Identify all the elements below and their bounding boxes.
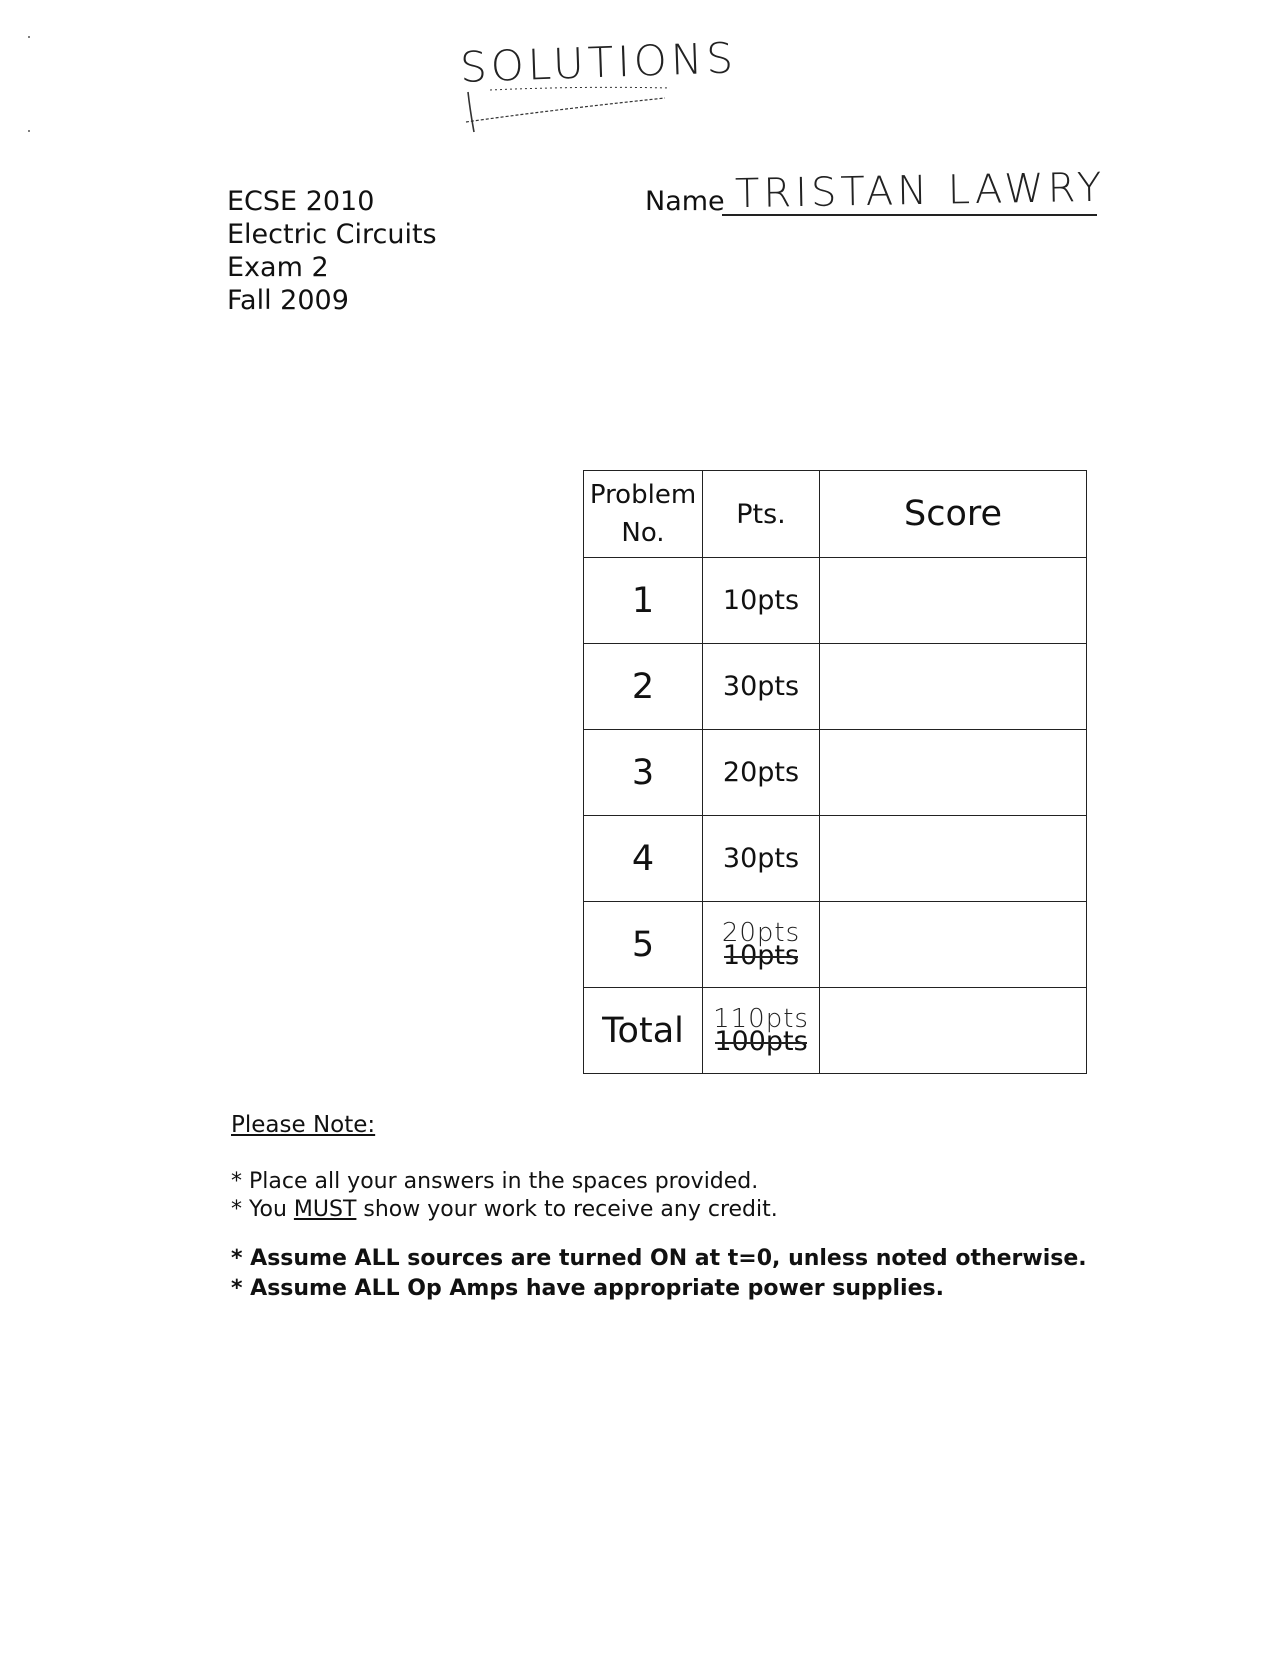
notes-list [231, 1168, 1087, 1224]
problem-number: 2 [584, 644, 703, 730]
exam-term: Fall 2009 [227, 285, 349, 316]
handwritten-corrected-total: 110pts [713, 1004, 809, 1034]
strikethrough-line [724, 956, 798, 958]
problem-points: 30pts [703, 644, 820, 730]
problem-number: 1 [584, 558, 703, 644]
stray-mark [28, 36, 30, 38]
problem-points: 20pts [703, 730, 820, 816]
table-row [584, 558, 1087, 644]
problem-score-cell [820, 730, 1087, 816]
note-text: * You [231, 1197, 294, 1222]
problem-score-cell [820, 816, 1087, 902]
problem-number: 4 [584, 816, 703, 902]
problem-score-cell [820, 902, 1087, 988]
note-text: show your work to receive any credit. [356, 1197, 778, 1222]
header-points: Pts. [703, 471, 820, 558]
student-name-handwritten: TRISTAN LAWRY [734, 164, 1106, 218]
crossed-out-points [722, 942, 800, 969]
table-row [584, 816, 1087, 902]
problem-points: 30pts [703, 816, 820, 902]
name-field [645, 164, 1125, 218]
course-name: Electric Circuits [227, 219, 437, 250]
original-total: 100pts [714, 1026, 808, 1057]
table-row [584, 644, 1087, 730]
total-points-corrected [703, 988, 820, 1074]
header-problem-line2: No. [621, 518, 665, 548]
problem-number: 5 [584, 902, 703, 988]
exam-number: Exam 2 [227, 252, 329, 283]
original-points: 10pts [722, 940, 800, 971]
name-label: Name [645, 186, 725, 217]
instructions [231, 1112, 1087, 1304]
problem-number: 3 [584, 730, 703, 816]
handwritten-underline [460, 80, 680, 140]
table-row [584, 730, 1087, 816]
problem-points-corrected [703, 902, 820, 988]
problem-score-cell [820, 644, 1087, 730]
note-emphasis: MUST [293, 1197, 357, 1222]
course-code: ECSE 2010 [227, 186, 375, 217]
header-problem-no [584, 471, 703, 558]
course-info [227, 185, 437, 317]
assumption-line: * Assume ALL Op Amps have appropriate power supplies. [231, 1276, 944, 1301]
table-total-row [584, 988, 1087, 1074]
strikethrough-line [715, 1042, 807, 1044]
table-header-row [584, 471, 1087, 558]
problem-score-cell [820, 558, 1087, 644]
assumption-line: * Assume ALL sources are turned ON at t=0, unless noted otherwise. [231, 1246, 1087, 1271]
note-line: * Place all your answers in the spaces provided. [231, 1169, 759, 1194]
total-label: Total [584, 988, 703, 1074]
total-score-cell [820, 988, 1087, 1074]
note-line [231, 1196, 1087, 1224]
notes-heading: Please Note: [231, 1112, 376, 1138]
handwritten-corrected-points: 20pts [721, 918, 801, 948]
handwritten-solutions-title: SOLUTIONS [459, 33, 738, 92]
header-score: Score [820, 471, 1087, 558]
table-row [584, 902, 1087, 988]
crossed-out-total [713, 1028, 809, 1055]
score-table [583, 470, 1087, 1074]
problem-points: 10pts [703, 558, 820, 644]
stray-mark [28, 130, 30, 132]
header-problem-line1: Problem [589, 480, 697, 510]
assumptions-list [231, 1244, 1087, 1304]
